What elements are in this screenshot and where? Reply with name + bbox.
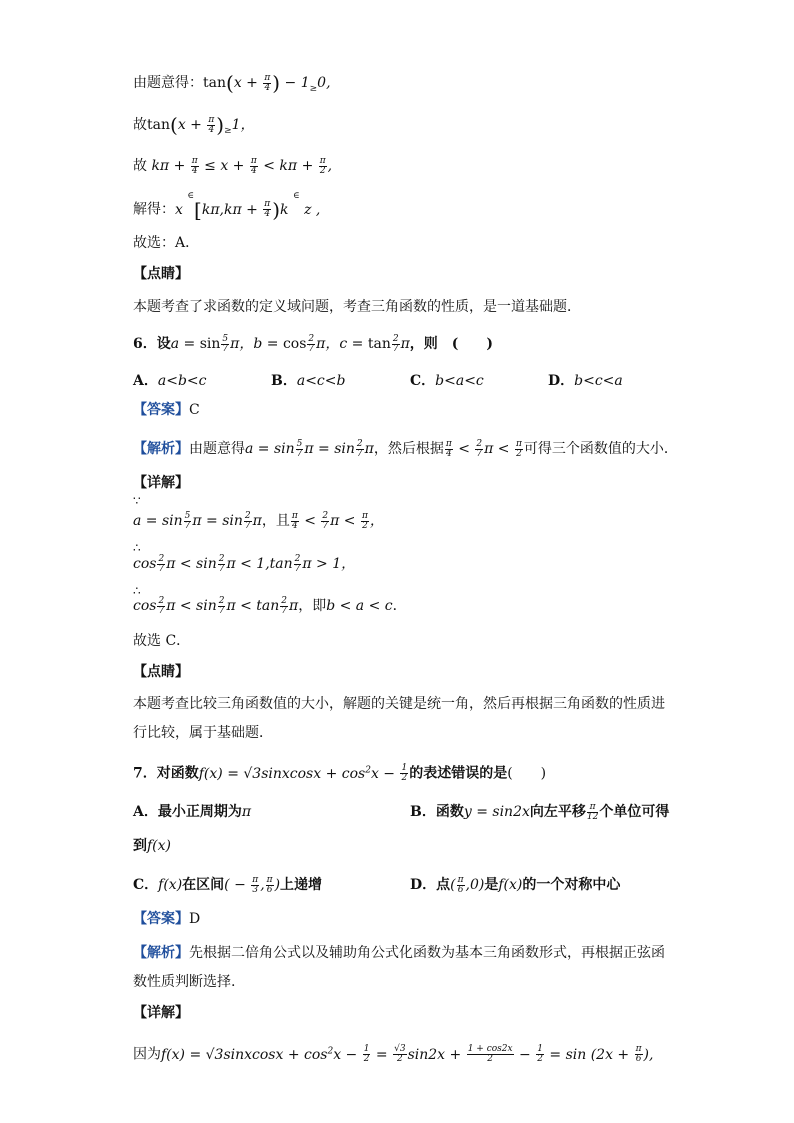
line-3 bbox=[133, 155, 332, 177]
answer-6 bbox=[133, 399, 200, 421]
value: b<a<c bbox=[435, 373, 484, 389]
text: 由题意得： bbox=[133, 75, 203, 91]
formula: tan(x + $\frac{\pi}{4}$ )$_\ge 1$， bbox=[147, 113, 255, 137]
text: B．函数 bbox=[410, 804, 464, 820]
label: B． bbox=[271, 373, 297, 389]
value: a<c<b bbox=[296, 373, 346, 389]
answer-7 bbox=[133, 908, 200, 930]
blank: ( ) bbox=[507, 765, 547, 782]
q-number: 7．对函数 bbox=[133, 765, 199, 782]
question-6 bbox=[133, 333, 493, 355]
formula: b < a < c bbox=[326, 598, 393, 614]
comment-6-line2: 行比较，属于基础题． bbox=[133, 725, 273, 741]
text: 是 bbox=[484, 877, 499, 893]
comment-tag-6: 【点睛】 bbox=[133, 664, 189, 680]
formula: $\frac{\pi}{4}$ < $\frac{2}{7}$ π < $\frac{\pi}{2}$ ， bbox=[291, 510, 384, 531]
choose-6: 故选 C． bbox=[133, 633, 191, 649]
formula: cos $\frac{2}{7}$ π < sin $\frac{2}{7}$ π < tan $\frac{2}{7}$ π bbox=[133, 595, 299, 616]
label: D． bbox=[548, 373, 575, 389]
analysis-tag: 【解析】 bbox=[133, 945, 189, 961]
analysis-tag: 【解析】 bbox=[133, 441, 189, 457]
formula: f(x) = √3sinxcosx + $\cos^2x$ − $\frac{1}{2}$ bbox=[198, 763, 408, 784]
text: 解得： bbox=[133, 201, 175, 218]
label: C． bbox=[410, 373, 436, 389]
text: 可得三个函数值的大小． bbox=[523, 441, 678, 457]
value: a<b<c bbox=[157, 373, 207, 389]
text: ，则 bbox=[409, 336, 438, 352]
text: 故 bbox=[133, 117, 147, 133]
q7-option-b: B．函数y = sin2x向左平移 $\frac{\pi}{12}$ 个单位可得 bbox=[410, 801, 670, 822]
line-4 bbox=[133, 191, 321, 222]
text: ，且 bbox=[261, 513, 290, 529]
detail-tag-7: 【详解】 bbox=[133, 1005, 189, 1021]
detail-6-line1 bbox=[133, 510, 384, 532]
text: ，然后根据 bbox=[373, 441, 444, 457]
text: 在区间 bbox=[182, 877, 225, 893]
formula: a = sin $\frac{5}{7}$ π = sin $\frac{2}{7}$ π bbox=[133, 510, 262, 531]
text: 因为 bbox=[133, 1046, 161, 1063]
label: A． bbox=[133, 373, 158, 389]
line-2 bbox=[133, 114, 255, 142]
formula: tan(x + $\frac{\pi}{4}$ ) − $1_\ge 0$, bbox=[203, 71, 331, 95]
formula: x ∈[kπ,kπ + $\frac{\pi}{4}$ )k ∈ z , bbox=[175, 191, 321, 222]
text: 上递增 bbox=[280, 877, 323, 893]
line-7: 本题考查了求函数的定义域问题，考查三角函数的性质，是一道基础题． bbox=[133, 299, 581, 315]
text: ，即 bbox=[298, 598, 327, 614]
q7-option-c: C．f(x)在区间( − $\frac{\pi}{3}$ , $\frac{\pi}{6}$ )上递增 bbox=[133, 874, 323, 895]
answer-value: C bbox=[189, 402, 200, 418]
detail-tag-6: 【详解】 bbox=[133, 475, 189, 491]
text: 故 bbox=[133, 158, 147, 174]
detail-7-line1 bbox=[133, 1040, 653, 1066]
formula: cos $\frac{2}{7}$ π < sin $\frac{2}{7}$ π < 1,tan $\frac{2}{7}$ π > 1， bbox=[133, 553, 356, 574]
option-c bbox=[410, 370, 484, 392]
analysis-7-line1 bbox=[133, 942, 665, 964]
formula: a = sin $\frac{5}{7}$ π，b = cos $\frac{2}{7}$ π，c = tan $\frac{2}{7}$ π bbox=[170, 333, 410, 354]
therefore-sym-1: ∴ bbox=[133, 541, 141, 555]
comment-tag: 【点睛】 bbox=[133, 266, 189, 282]
analysis-7-line2: 数性质判断选择. bbox=[133, 974, 236, 990]
q-number: 6．设 bbox=[133, 336, 171, 352]
text: A．最小正周期为 bbox=[133, 804, 242, 820]
q7-option-a: A．最小正周期为π bbox=[133, 804, 252, 820]
option-a bbox=[133, 370, 207, 392]
therefore-sym-2: ∴ bbox=[133, 584, 141, 598]
detail-6-line3: cos $\frac{2}{7}$ π < sin $\frac{2}{7}$ π < tan $\frac{2}{7}$ π，即b < a < c． bbox=[133, 595, 407, 616]
line-1 bbox=[133, 72, 331, 100]
text: 到 bbox=[133, 838, 147, 854]
text: 的一个对称中心 bbox=[522, 877, 621, 893]
text: 个单位可得 bbox=[599, 804, 670, 820]
option-b bbox=[271, 370, 345, 392]
detail-6-line2 bbox=[133, 553, 355, 575]
question-7 bbox=[133, 759, 546, 785]
formula: kπ + $\frac{\pi}{4}$ ≤ x + $\frac{\pi}{4}$ < kπ + $\frac{\pi}{2}$ , bbox=[151, 155, 333, 176]
blank: ( ) bbox=[451, 336, 494, 352]
answer-tag: 【答案】 bbox=[133, 402, 189, 418]
text: 由题意得 bbox=[189, 441, 245, 457]
formula: a = sin $\frac{5}{7}$ π = sin $\frac{2}{7}$ π bbox=[245, 438, 374, 459]
comment-6-line1: 本题考查比较三角函数值的大小，解题的关键是统一角，然后再根据三角函数的性质进 bbox=[133, 696, 665, 712]
q7-option-d: D．点( $\frac{\pi}{6}$ ,0)是f(x)的一个对称中心 bbox=[410, 874, 621, 895]
option-d bbox=[548, 370, 623, 392]
formula: f(x) = √3sinxcosx + $\cos^2x$ − $\frac{1}{2}$ = $\frac{√3}{2}$ sin2x + $\frac{1 + \cos 2x}{2}$ − $\frac{1}{2}$ = sin (2x + $\frac{\pi}{6}$ ), bbox=[161, 1044, 654, 1065]
because-sym: ∵ bbox=[133, 494, 141, 508]
answer-value: D bbox=[189, 911, 201, 927]
text: 向左平移 bbox=[529, 804, 586, 820]
value: b<c<a bbox=[574, 373, 623, 389]
text: D．点 bbox=[410, 877, 451, 893]
text: 先根据二倍角公式以及辅助角公式化函数为基本三角函数形式，再根据正弦函 bbox=[189, 945, 665, 961]
answer-tag: 【答案】 bbox=[133, 911, 189, 927]
text: C． bbox=[133, 877, 159, 893]
analysis-6 bbox=[133, 438, 678, 460]
formula: $\frac{\pi}{4}$ < $\frac{2}{7}$ π < $\frac{\pi}{2}$ bbox=[445, 438, 522, 459]
text: 的表述错误的是 bbox=[409, 765, 508, 782]
q7-option-b-cont: 到f(x) bbox=[133, 838, 172, 854]
line-5: 故选：A． bbox=[133, 235, 200, 251]
